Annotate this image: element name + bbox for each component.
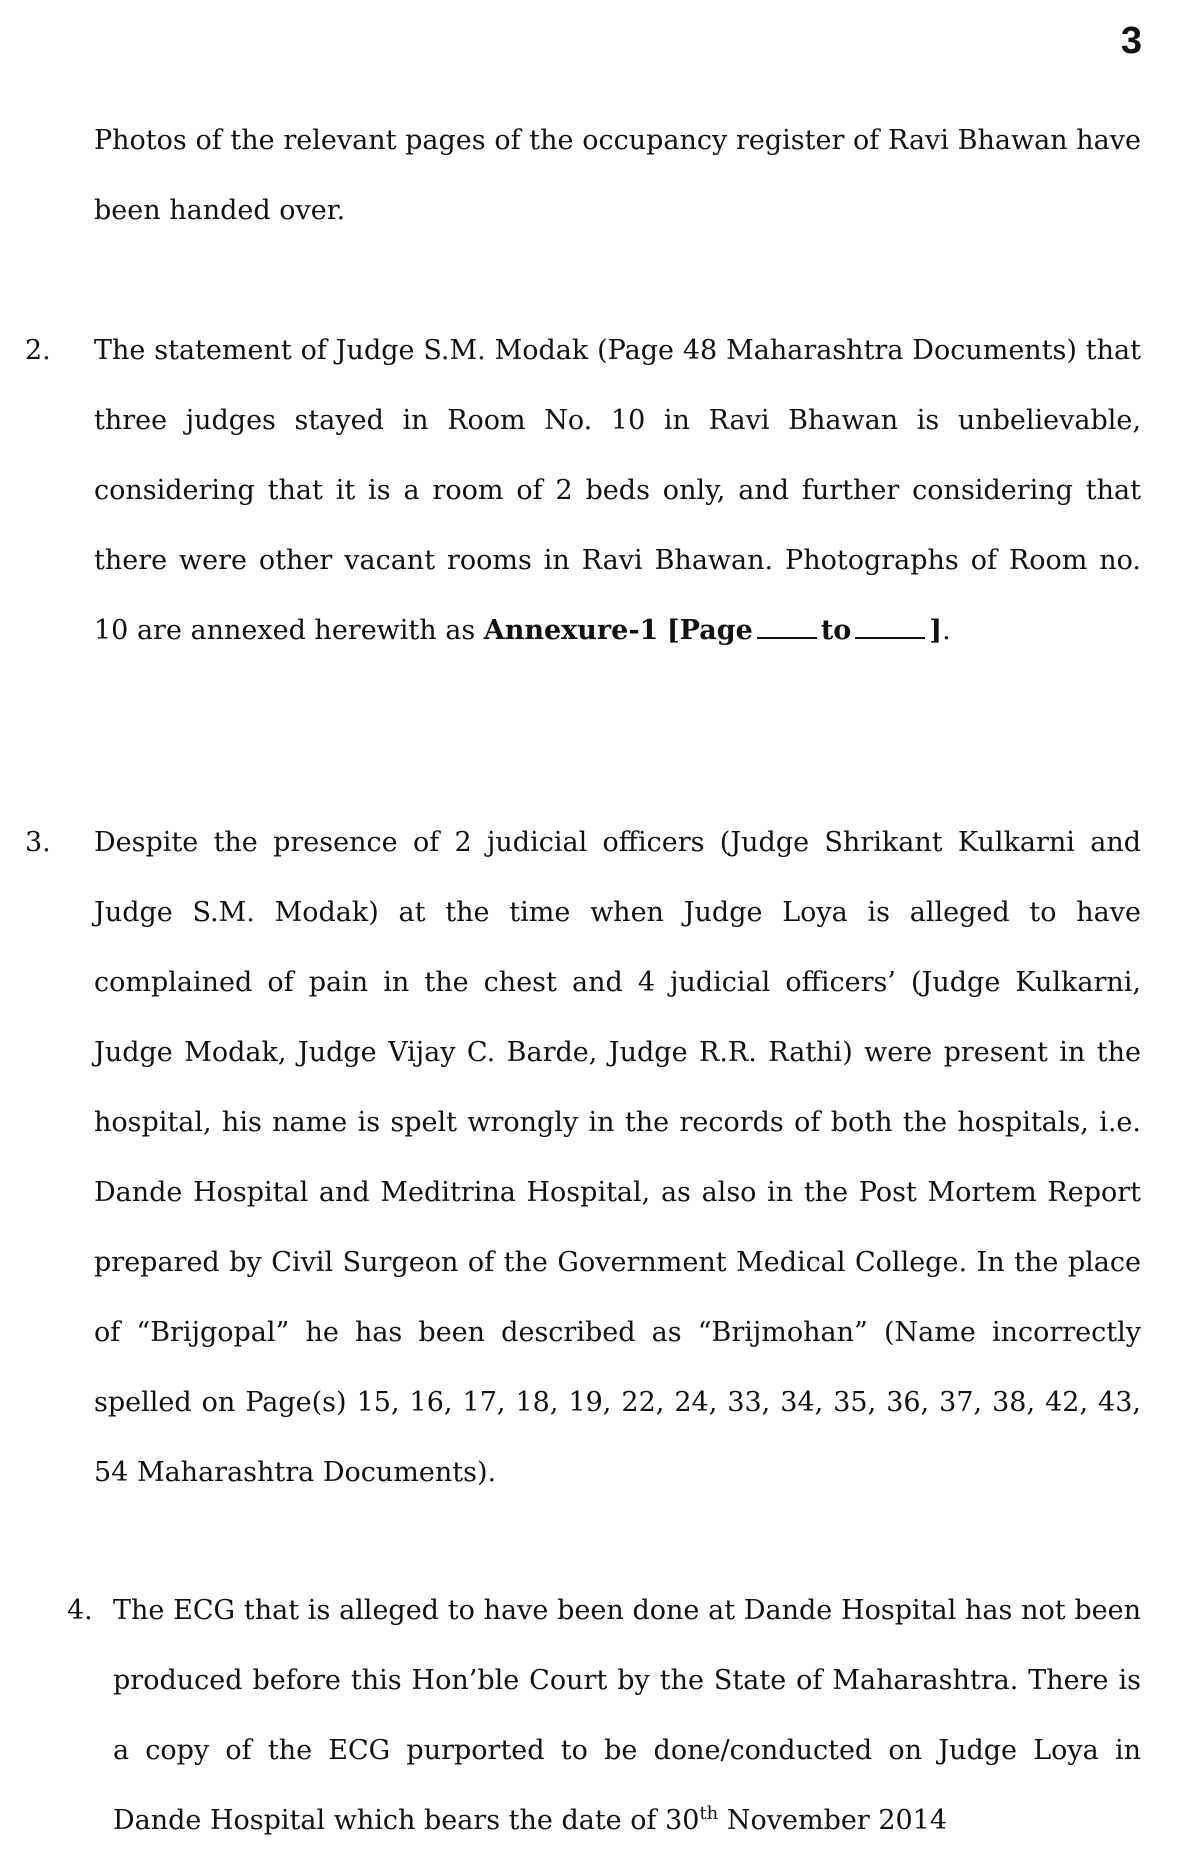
paragraph-3 (94, 808, 1141, 1508)
paragraph-4 (113, 1576, 1141, 1856)
page-ref-to: to (820, 615, 852, 646)
period: . (942, 615, 951, 646)
superscript: th (699, 1803, 719, 1824)
paragraph-continuation (94, 106, 1141, 246)
paragraph-text-end: November 2014 (718, 1805, 948, 1836)
paragraph-2 (94, 316, 1141, 666)
paragraph-text: Despite the presence of 2 judicial officers (Judge Shrikant Kulkarni and Judge S.M. Modak) at the time when Judge Loya is alleged to have complained of pain in the chest and 4 judicial officers’ (Judge Kulkarni, Judge Modak, Judge Vijay C. Barde, Judge R.R. Rathi) were present in the hospital, his name is spelt wrongly in the records of both the hospitals, i.e. Dande Hospital and Meditrina Hospital, as also in the Post Mortem Report prepared by Civil Surgeon of the Government Medical College. In the place of “Brijgopal” he has been described as “Brijmohan” (Name incorrectly spelled on Page(s) 15, 16, 17, 18, 19, 22, 24, 33, 34, 35, 36, 37, 38, 42, 43, 54 Maharashtra Documents). (94, 827, 1141, 1488)
paragraph-text: The statement of Judge S.M. Modak (Page 48 Maharashtra Documents) that three judges stayed in Room No. 10 in Ravi Bhawan is unbelievable, considering that it is a room of 2 beds only, and further considering that there were other vacant rooms in Ravi Bhawan. Photographs of Room no. 10 are annexed herewith as (94, 335, 1141, 646)
paragraph-text: The ECG that is alleged to have been done at Dande Hospital has not been produced before this Hon’ble Court by the State of Maharashtra. There is a copy of the ECG purported to be done/conducted on Judge Loya in Dande Hospital which bears the date of 30 (113, 1595, 1141, 1836)
page-number: 3 (1120, 20, 1142, 62)
annexure-reference: Annexure-1 (483, 615, 659, 646)
blank-line (855, 636, 925, 639)
blank-line (757, 636, 817, 639)
page-ref-open: [Page (666, 615, 753, 646)
page-ref-close: ] (929, 615, 943, 646)
paragraph-number: 3. (25, 827, 51, 858)
paragraph-number: 2. (25, 335, 51, 366)
paragraph-text: Photos of the relevant pages of the occupancy register of Ravi Bhawan have been handed over. (94, 125, 1141, 226)
paragraph-number: 4. (67, 1595, 93, 1626)
